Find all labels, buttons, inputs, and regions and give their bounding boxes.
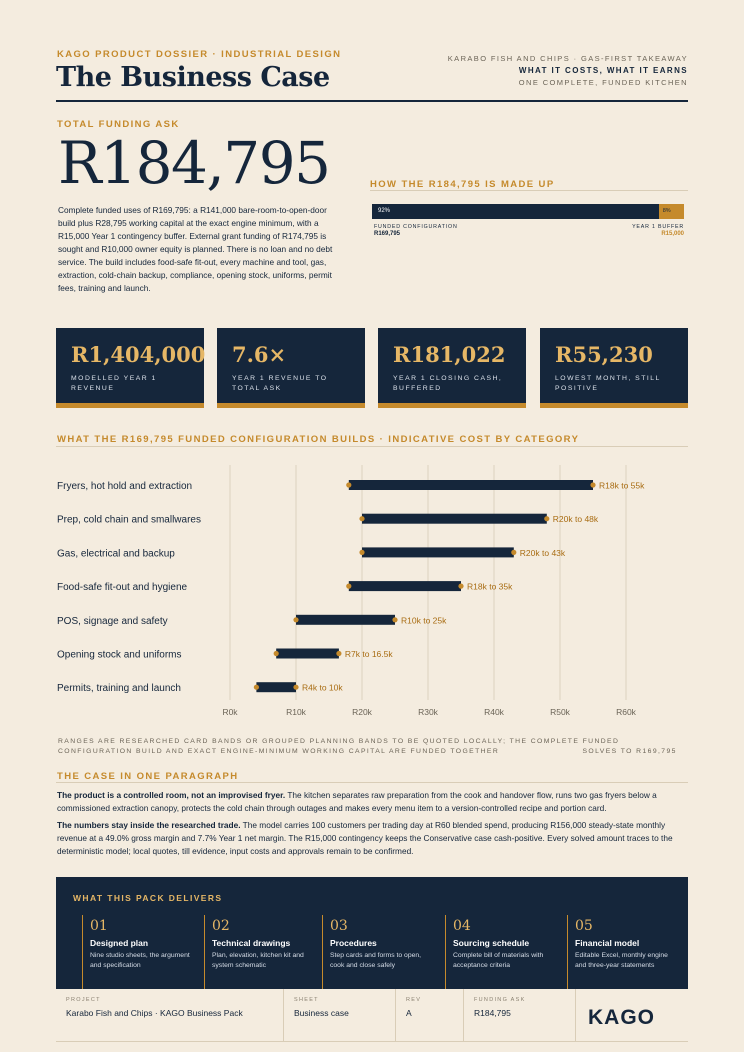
kago-logo: KAGO xyxy=(588,1006,655,1029)
deliverable-item xyxy=(82,915,194,989)
range-end-point xyxy=(458,584,463,589)
range-start-point xyxy=(346,482,351,487)
chart-kicker: WHAT THE R169,795 FUNDED CONFIGURATION BUILDS · INDICATIVE COST BY CATEGORY xyxy=(57,434,580,445)
deliverable-title: Financial model xyxy=(575,938,640,948)
stat-card-lowest-month xyxy=(540,328,688,408)
breakdown-rule xyxy=(370,190,688,191)
deliverables-panel xyxy=(56,877,688,989)
breakdown-bar xyxy=(372,204,684,219)
range-start-point xyxy=(274,651,279,656)
x-tick-label: R30k xyxy=(418,707,438,717)
footer-value: Business case xyxy=(294,1008,349,1018)
range-end-point xyxy=(392,617,397,622)
document-kicker: KAGO PRODUCT DOSSIER · INDUSTRIAL DESIGN xyxy=(57,49,342,60)
range-start-point xyxy=(346,584,351,589)
stat-card-closing-cash xyxy=(378,328,526,408)
range-value-label: R18k to 35k xyxy=(467,581,513,592)
funding-description: Complete funded uses of R169,795: a R141,000 bare-room-to-open-door build plus R28,795 working capital at the exact engine minimum, with a R15,000 Year 1 contingency buffer. External grant funding of R174,795 is sought and R10,000 owner equity is planned. There is no loan and no debt service. The build includes food-safe fit-out, every machine and tool, gas, extraction, cold-chain backup, compliance, opening stock, uniforms, permit fees, training and launch. xyxy=(58,205,333,293)
range-end-point xyxy=(293,685,298,690)
range-bar xyxy=(256,682,296,692)
chart-footnote xyxy=(58,737,688,757)
deliverable-number: 05 xyxy=(575,918,593,934)
funded-caption: FUNDED CONFIGURATION xyxy=(374,224,458,230)
range-bar xyxy=(349,480,593,490)
case-lead-2: The numbers stay inside the researched trade. xyxy=(57,820,241,830)
stat-card-revenue xyxy=(56,328,204,408)
range-value-label: R7k to 16.5k xyxy=(344,649,393,659)
buffer-segment: 8% xyxy=(659,204,684,219)
header-rule xyxy=(56,100,688,102)
stat-label: YEAR 1 CLOSING CASH, BUFFERED xyxy=(393,375,503,392)
category-label: Gas, electrical and backup xyxy=(57,548,175,560)
range-end-point xyxy=(511,550,516,555)
page-title: The Business Case xyxy=(56,62,330,93)
stat-label: LOWEST MONTH, STILL POSITIVE xyxy=(555,375,661,392)
range-bar xyxy=(362,547,514,557)
range-bar xyxy=(362,514,547,524)
deliverable-desc: Complete bill of materials with acceptance criteria xyxy=(453,952,544,969)
stat-value: 7.6× xyxy=(232,342,287,367)
category-label: POS, signage and safety xyxy=(57,615,168,627)
deliverable-number: 02 xyxy=(212,918,230,934)
footer-value: R184,795 xyxy=(474,1008,511,1018)
funding-amount: R184,795 xyxy=(58,129,330,197)
case-body-2: The model carries 100 customers per trading day at R60 blended spend, producing R156,000 steady-state monthly revenue at a 49.0% gross margin and 7.7% Year 1 net margin. The R15,000 contingency keeps the Conservative case cash-positive. Every solved amount traces to the deterministic model; local quotes, till evidence, input costs and approvals remain to be confirmed. xyxy=(57,820,673,856)
subline: ONE COMPLETE, FUNDED KITCHEN xyxy=(518,78,688,87)
x-tick-label: R10k xyxy=(286,707,306,717)
cost-range-chart xyxy=(0,455,744,725)
case-paragraph-1 xyxy=(57,789,689,815)
footer-label: REV xyxy=(406,997,422,1003)
stat-label: YEAR 1 REVENUE TO TOTAL ASK xyxy=(232,375,328,392)
buffer-caption: YEAR 1 BUFFER xyxy=(632,224,684,230)
footer-sheet xyxy=(284,989,396,1041)
deliverable-item xyxy=(204,915,316,989)
deliverable-desc: Step cards and forms to open, cook and close safely xyxy=(330,952,422,969)
range-end-point xyxy=(336,651,341,656)
case-body-1: The kitchen separates raw preparation from the cook and handover flow, runs two gas fryers below a commissioned extraction canopy, protects the cold chain through outages and makes every menu item to a version-controlled recipe and portion card. xyxy=(57,790,657,813)
footer-project xyxy=(56,989,284,1041)
x-tick-label: R40k xyxy=(484,707,504,717)
range-end-point xyxy=(544,516,549,521)
footer-value: A xyxy=(406,1008,412,1018)
stat-value: R55,230 xyxy=(555,342,653,367)
range-value-label: R4k to 10k xyxy=(302,682,343,693)
footer-label: FUNDING ASK xyxy=(474,997,526,1003)
range-start-point xyxy=(359,550,364,555)
category-label: Opening stock and uniforms xyxy=(57,649,182,661)
case-rule xyxy=(56,782,688,783)
funded-value: R169,795 xyxy=(374,231,401,237)
deliverable-title: Sourcing schedule xyxy=(453,938,530,948)
x-tick-label: R50k xyxy=(550,707,570,717)
deliverable-number: 01 xyxy=(90,918,108,934)
range-bar xyxy=(276,649,339,659)
stat-label: MODELLED YEAR 1 REVENUE xyxy=(71,375,157,392)
tagline: WHAT IT COSTS, WHAT IT EARNS xyxy=(518,66,688,75)
footer-rev xyxy=(396,989,464,1041)
buffer-value: R15,000 xyxy=(661,231,684,237)
deliverable-number: 03 xyxy=(330,918,348,934)
chart-note-tail: SOLVES TO R169,795 xyxy=(582,748,677,755)
footer-ask xyxy=(464,989,576,1041)
deliverable-title: Procedures xyxy=(330,938,377,948)
deliverable-desc: Nine studio sheets, the argument and specification xyxy=(90,952,190,969)
category-label: Fryers, hot hold and extraction xyxy=(57,481,193,492)
range-end-point xyxy=(590,482,595,487)
x-tick-label: R0k xyxy=(222,707,238,717)
range-start-point xyxy=(254,685,259,690)
case-paragraph-2 xyxy=(57,819,689,858)
deliverable-item xyxy=(322,915,434,989)
deliverables-label: WHAT THIS PACK DELIVERS xyxy=(73,893,223,903)
range-value-label: R18k to 55k xyxy=(599,480,645,491)
footer-label: SHEET xyxy=(294,997,319,1003)
footer-label: PROJECT xyxy=(66,997,101,1003)
deliverable-item xyxy=(445,915,557,989)
breakdown-label: HOW THE R184,795 IS MADE UP xyxy=(370,179,555,190)
deliverable-title: Technical drawings xyxy=(212,938,291,948)
deliverable-item xyxy=(567,915,679,989)
case-label: THE CASE IN ONE PARAGRAPH xyxy=(57,771,239,782)
category-label: Permits, training and launch xyxy=(57,683,181,695)
range-bar xyxy=(349,581,461,591)
client-line: KARABO FISH AND CHIPS · GAS-FIRST TAKEAWAY xyxy=(447,54,688,63)
stat-value: R181,022 xyxy=(393,342,506,367)
chart-rule xyxy=(56,446,688,447)
chart-note-text: RANGES ARE RESEARCHED CARD BANDS OR GROUPED PLANNING BANDS TO BE QUOTED LOCALLY; THE COMPLETE FUNDED CONFIGURATION BUILD AND EXACT ENGINE-MINIMUM WORKING CAPITAL ARE FUNDED TOGETHER xyxy=(58,738,620,755)
x-tick-label: R60k xyxy=(616,707,636,717)
range-value-label: R10k to 25k xyxy=(401,615,447,626)
deliverable-number: 04 xyxy=(453,918,471,934)
footer-value: Karabo Fish and Chips · KAGO Business Pack xyxy=(66,1008,243,1018)
deliverable-title: Designed plan xyxy=(90,938,149,948)
footer-rule xyxy=(56,1041,688,1042)
category-label: Food-safe fit-out and hygiene xyxy=(57,582,188,594)
x-tick-label: R20k xyxy=(352,707,372,717)
funded-segment: 92% xyxy=(372,204,659,219)
stat-value: R1,404,000 xyxy=(71,342,206,367)
range-value-label: R20k to 48k xyxy=(552,514,599,525)
range-value-label: R20k to 43k xyxy=(519,547,566,558)
deliverable-desc: Plan, elevation, kitchen kit and system schematic xyxy=(212,952,304,969)
range-start-point xyxy=(293,617,298,622)
case-lead-1: The product is a controlled room, not an improvised fryer. xyxy=(57,790,286,800)
range-start-point xyxy=(359,516,364,521)
range-bar xyxy=(296,615,395,625)
deliverable-desc: Editable Excel, monthly engine and three-year statements xyxy=(575,952,668,969)
funding-label: TOTAL FUNDING ASK xyxy=(57,119,180,130)
stat-card-multiple xyxy=(217,328,365,408)
category-label: Prep, cold chain and smallwares xyxy=(57,514,201,526)
